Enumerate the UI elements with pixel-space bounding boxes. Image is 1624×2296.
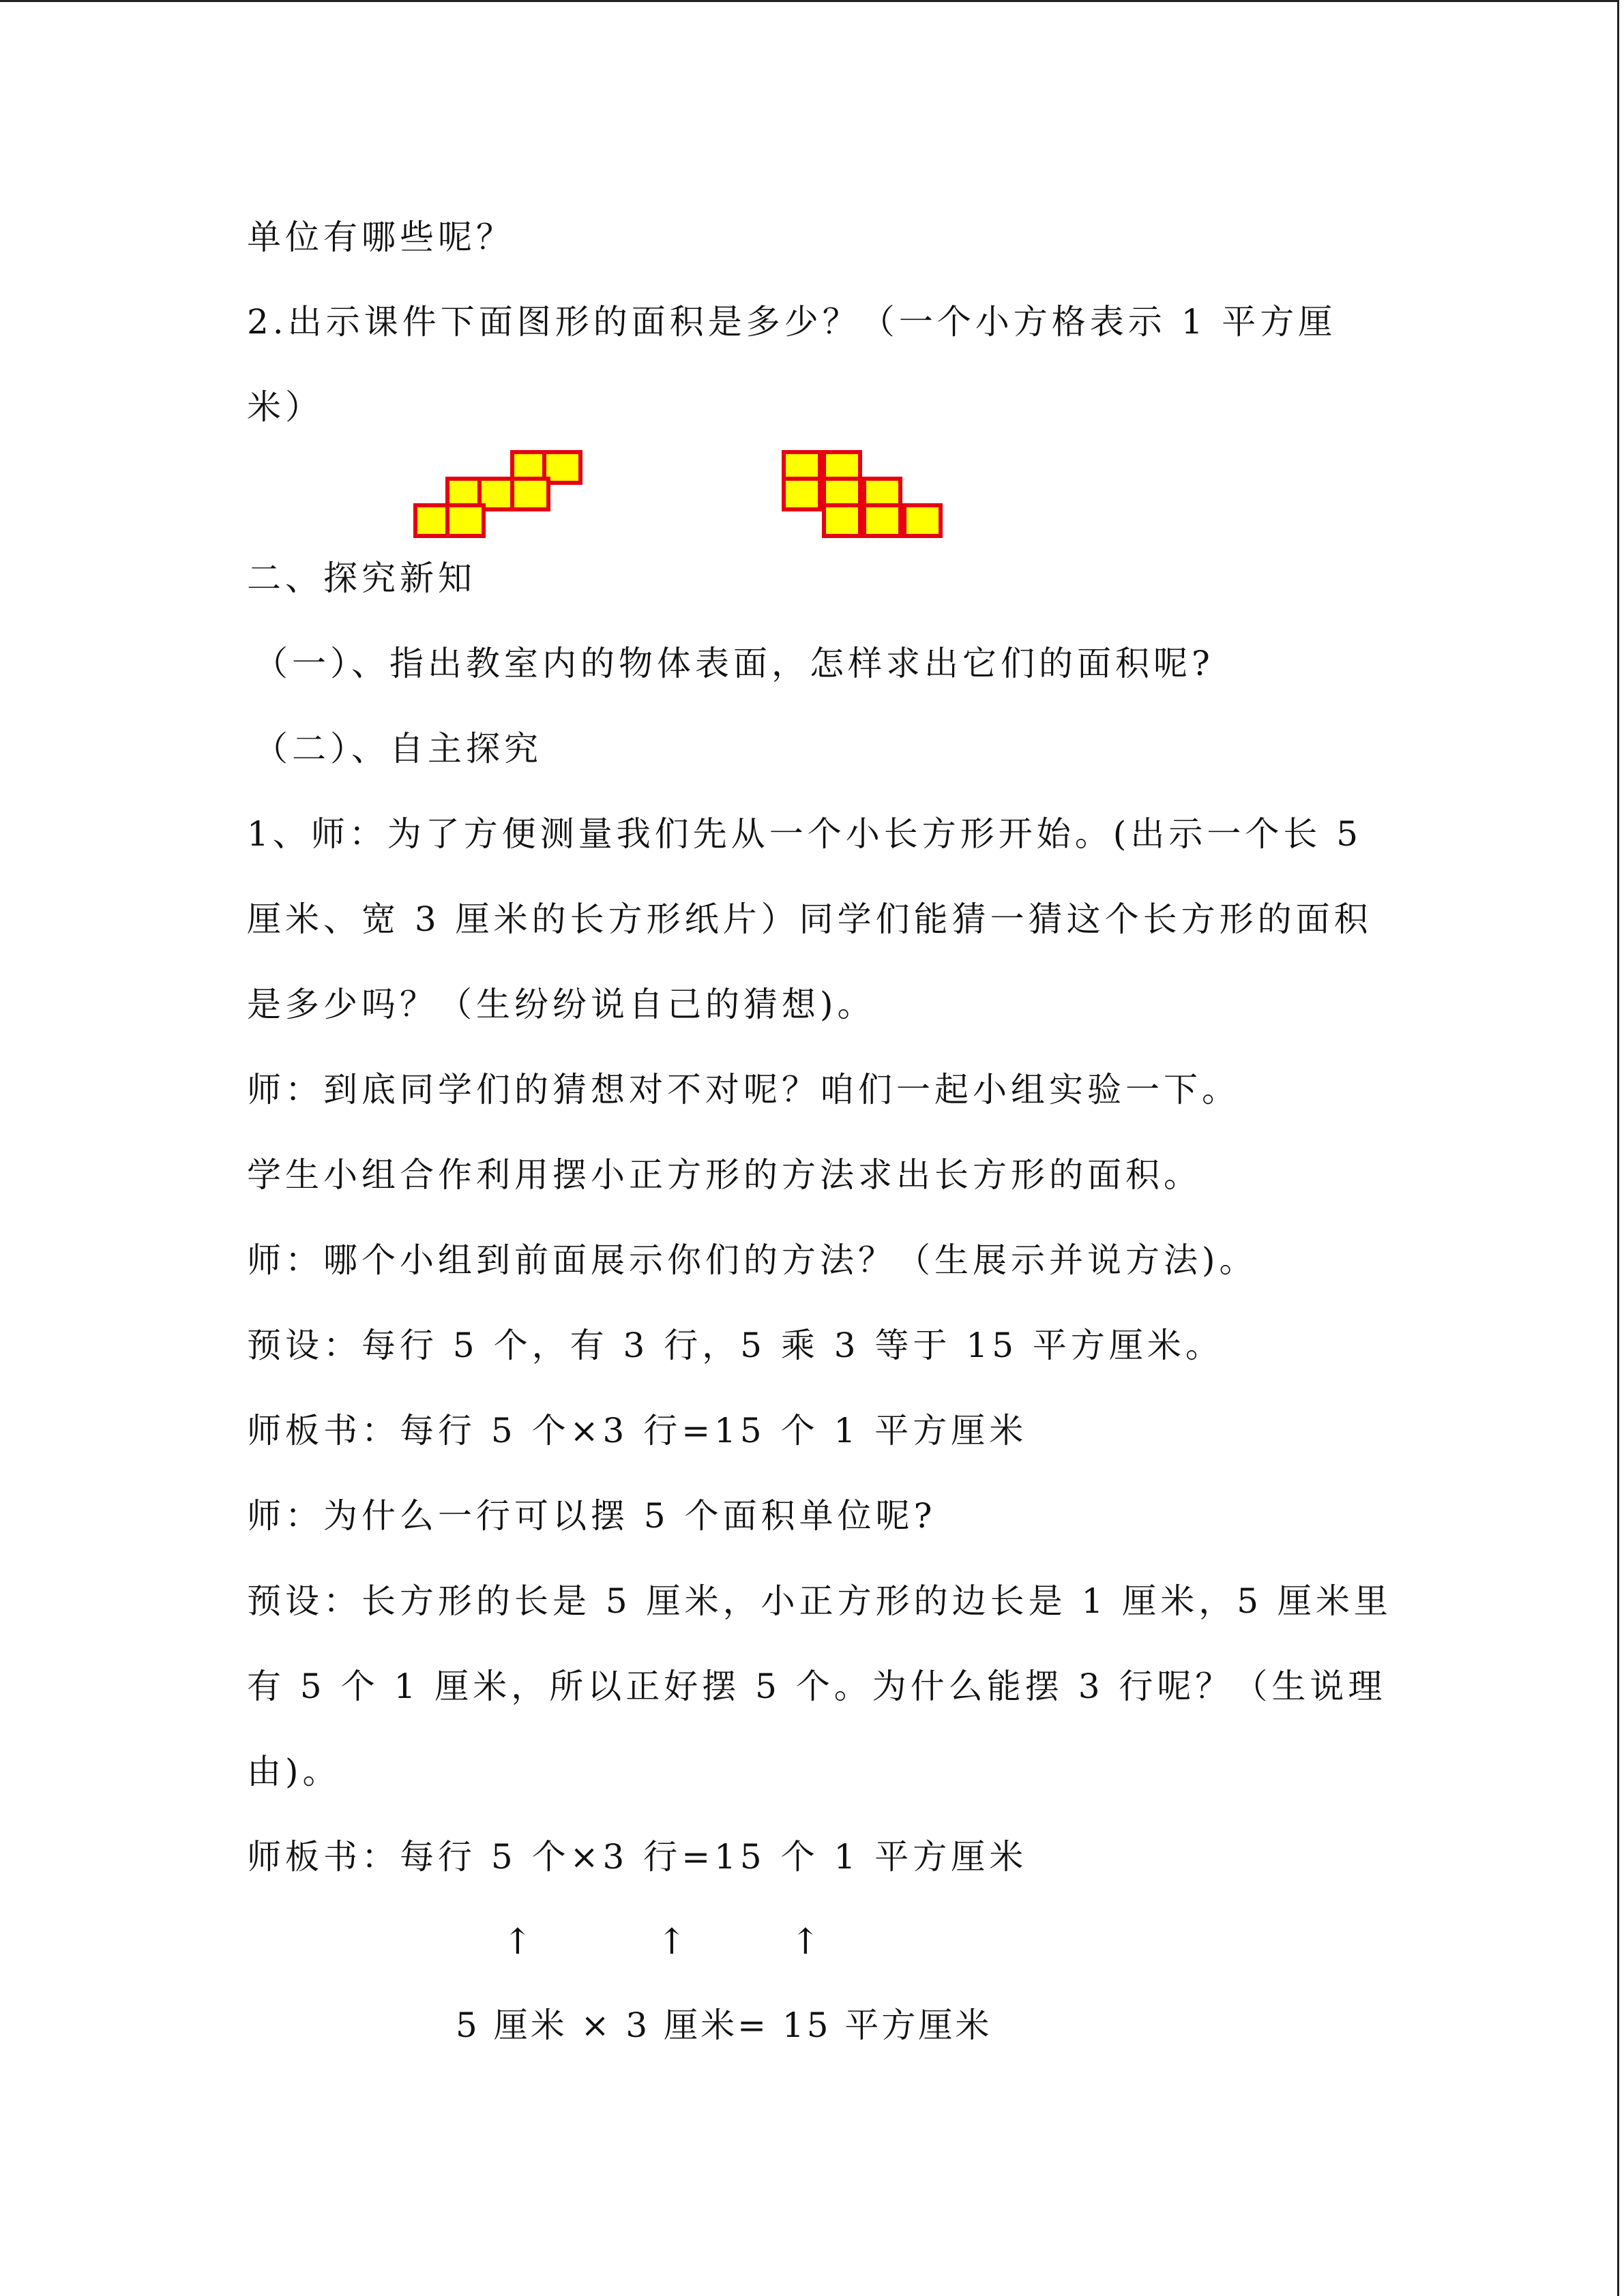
unit-square: [510, 477, 550, 511]
unit-square: [445, 503, 486, 538]
subsection-heading-2: （二）、自主探究: [254, 729, 542, 769]
text-line-2: 2.出示课件下面图形的面积是多少？（一个小方格表示 1 平方厘: [247, 302, 1337, 342]
text-line-16: 预设：长方形的长是 5 厘米，小正方形的边长是 1 厘米，5 厘米里: [247, 1581, 1392, 1621]
area-formula: 5 厘米 × 3 厘米= 15 平方厘米: [456, 2006, 992, 2045]
text-line-15: 师：为什么一行可以摆 5 个面积单位呢?: [247, 1496, 936, 1536]
text-line-13: 预设：每行 5 个，有 3 行，5 乘 3 等于 15 平方厘米。: [247, 1326, 1224, 1365]
text-line-1: 单位有哪些呢？: [247, 218, 514, 257]
area-figure-left: [413, 450, 577, 539]
subsection-heading-1: （一）、指出教室内的物体表面，怎样求出它们的面积呢?: [254, 644, 1214, 683]
text-line-12: 师：哪个小组到前面展示你们的方法？（生展示并说方法)。: [247, 1240, 1258, 1280]
text-line-8: 厘米、宽 3 厘米的长方形纸片）同学们能猜一猜这个长方形的面积: [247, 899, 1372, 939]
up-arrow-icon: ↑: [503, 1922, 533, 1963]
text-line-19: 师板书：每行 5 个×3 行=15 个 1 平方厘米: [247, 1837, 1028, 1877]
unit-square: [902, 503, 943, 538]
unit-square: [862, 503, 902, 538]
text-line-14: 师板书：每行 5 个×3 行=15 个 1 平方厘米: [247, 1411, 1028, 1450]
text-line-18: 由)。: [247, 1752, 341, 1791]
text-line-7: 1、师：为了方便测量我们先从一个小长方形开始。(出示一个长 5: [247, 814, 1363, 854]
text-line-9: 是多少吗？（生纷纷说自己的猜想)。: [247, 985, 876, 1024]
unit-square: [822, 503, 862, 538]
area-figure-right: [782, 450, 945, 539]
text-line-17: 有 5 个 1 厘米，所以正好摆 5 个。为什么能摆 3 行呢？（生说理: [247, 1667, 1387, 1706]
text-line-11: 学生小组合作利用摆小正方形的方法求出长方形的面积。: [247, 1155, 1202, 1195]
up-arrow-icon: ↑: [791, 1922, 821, 1963]
up-arrow-icon: ↑: [657, 1922, 687, 1963]
section-heading: 二、探究新知: [247, 558, 476, 598]
text-line-10: 师：到底同学们的猜想对不对呢？咱们一起小组实验一下。: [247, 1070, 1240, 1109]
text-line-3: 米）: [247, 387, 323, 427]
unit-square: [782, 477, 822, 511]
